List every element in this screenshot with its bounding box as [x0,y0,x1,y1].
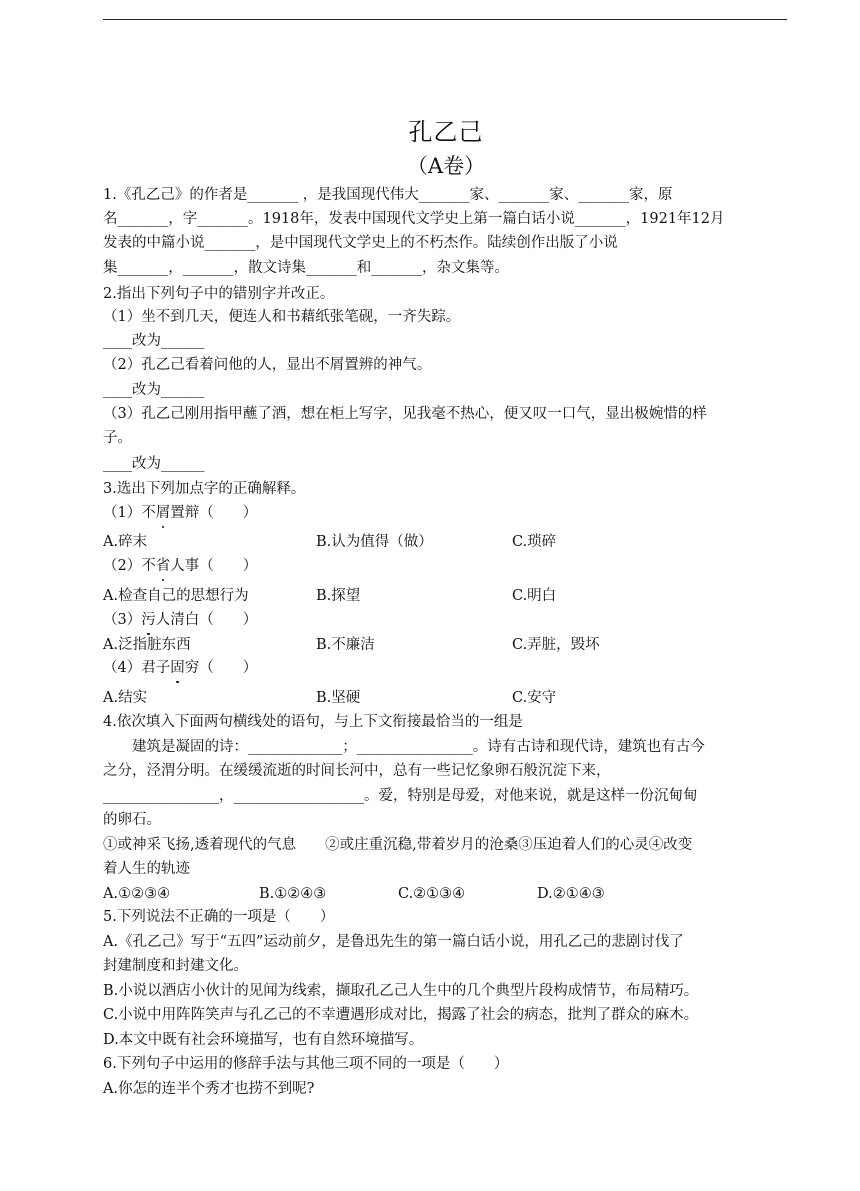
q6-option-a: A.你怎的连半个秀才也捞不到呢? [103,1081,315,1097]
q3-item-3-option-c: C.弄脏，毁坏 [512,637,600,653]
q6-title: 6.下列句子中运用的修辞手法与其他三项不同的一项是（ ） [103,1056,509,1072]
header-rule [103,19,787,20]
q5-option-a-cont: 封建制度和封建文化。 [103,958,248,974]
q1-line-2: 名_______，字_______。1918年，发表中国现代文学史上第一篇白话小说_______，1921年12月 [103,211,725,227]
q4-title: 4.依次填入下面两句横线处的语句，与上下文衔接最恰当的一组是 [103,714,523,730]
q3-item-1-option-c: C.琐碎 [512,534,557,550]
q4-option-a: A.①②③④ [103,886,171,902]
q4-passage-line-1: 建筑是凝固的诗：_____________；________________。诗有古诗和现代诗，建筑也有古今 [132,739,705,755]
q4-choices-line-1: ①或神采飞扬,透着现代的气息 ②或庄重沉稳,带着岁月的沧桑③压迫着人们的心灵④改变 [103,837,693,853]
q3-item-4-option-c: C.安守 [512,690,557,706]
q4-choices-line-2: 着人生的轨迹 [103,861,190,877]
q2-answer-3: ____改为______ [103,456,205,472]
q2-item-3-cont: 子。 [103,430,132,446]
q3-item-1-option-b: B.认为值得（做） [316,534,433,550]
q3-item-4-option-b: B.坚硬 [316,690,361,706]
q3-item-2-option-a: A.检查自己的思想行为 [103,588,249,604]
q3-item-3-option-a: A.泛指脏东西 [103,637,191,653]
q3-item-4-option-a: A.结实 [103,690,148,706]
q5-title: 5.下列说法不正确的一项是（ ） [103,909,335,925]
q2-title: 2.指出下列句子中的错别字并改正。 [103,286,335,302]
q2-answer-1: ____改为______ [103,333,205,349]
q5-option-d: D.本文中既有社会环境描写，也有自然环境描写。 [103,1032,424,1048]
q1-line-1: 1.《孔乙己》的作者是_______ ，是我国现代伟大_______家、_______家、_______家，原 [103,187,673,203]
q2-answer-2: ____改为______ [103,382,205,398]
q4-passage-line-3: ________________，__________________。爱，特别是母爱，对他来说，就是这样一份沉甸甸 [103,788,698,804]
q3-item-1-option-a: A.碎末 [103,534,148,550]
page-subtitle: （A卷） [406,154,486,178]
q2-item-3: （3）孔乙己刚用指甲蘸了酒，想在柜上写字，见我毫不热心，便又叹一口气，显出极婉惜的样 [103,406,707,422]
q4-passage-line-2: 之分，泾渭分明。在缓缓流逝的时间长河中，总有一些记忆象卵石般沉淀下来， [103,763,611,779]
q5-option-c: C.小说中用阵阵笑声与孔乙己的不幸遭遇形成对比，揭露了社会的病态，批判了群众的麻木。 [103,1007,699,1023]
q5-option-a: A.《孔乙己》写于“五四”运动前夕，是鲁迅先生的第一篇白话小说，用孔乙己的悲剧讨伐了 [103,934,684,950]
q3-item-2: （2）不省人事（ ） [103,558,258,574]
q3-item-2-option-c: C.明白 [512,588,557,604]
q3-item-3: （3）污人清白（ ） [103,612,258,628]
q3-item-1: （1）不屑置辩（ ） [103,505,258,521]
q4-option-d: D.②①④③ [537,886,605,902]
q4-option-b: B.①②④③ [259,886,327,902]
q3-item-2-option-b: B.探望 [316,588,361,604]
q3-title: 3.选出下列加点字的正确解释。 [103,481,306,497]
q5-option-b: B.小说以酒店小伙计的见闻为线索，撷取孔乙己人生中的几个典型片段构成情节，布局精巧。 [103,983,699,999]
q2-item-1: （1）坐不到几天，便连人和书藉纸张笔砚，一齐失踪。 [103,309,461,325]
q4-passage-line-4: 的卵石。 [103,812,161,828]
q1-line-3: 发表的中篇小说_______，是中国现代文学史上的不朽杰作。陆续创作出版了小说 [103,235,618,251]
page-title: 孔乙己 [408,118,484,146]
q3-item-3-option-b: B.不廉洁 [316,637,375,653]
q4-option-c: C.②①③④ [398,886,466,902]
q1-line-4: 集_______，_______，散文诗集_______和_______，杂文集等。 [103,260,509,276]
q3-item-4: （4）君子固穷（ ） [103,660,258,676]
q2-item-2: （2）孔乙己看着问他的人，显出不屑置辨的神气。 [103,357,432,373]
